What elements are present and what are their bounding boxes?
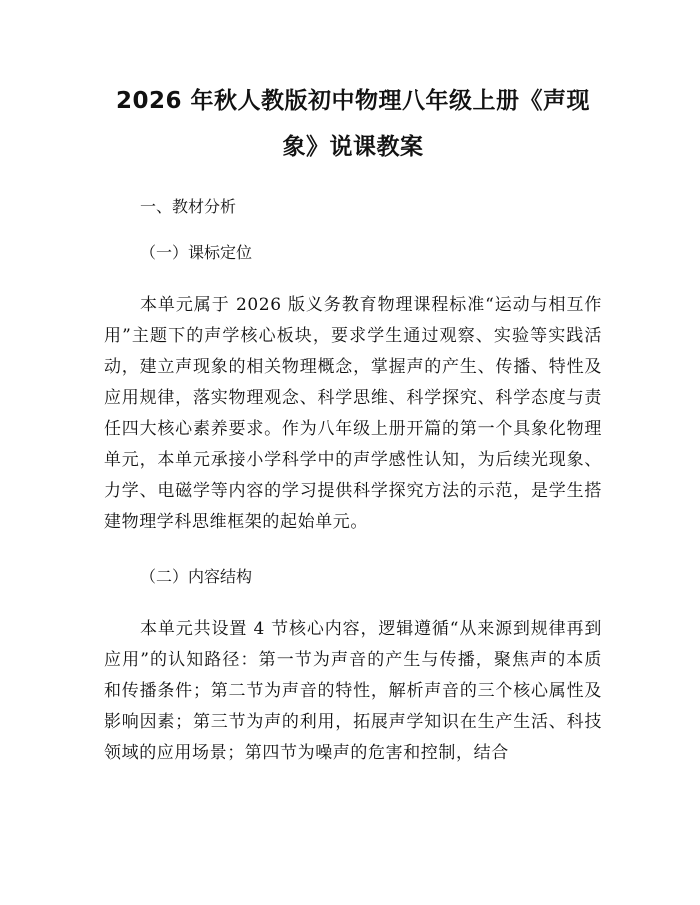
document-title [104, 78, 602, 170]
subsection-heading-content-structure: （二）内容结构 [140, 567, 253, 586]
section-heading-teaching-material-analysis: 一、教材分析 [140, 197, 237, 216]
paragraph-content-structure: 本单元共设置 4 节核心内容，逻辑遵循“从来源到规律再到应用”的认知路径：第一节为声音的产生与传播，聚焦声的本质和传播条件；第二节为声音的特性，解析声音的三个核心属性及影响因素；第三节为声的利用，拓展声学知识在生产生活、科技领域的应用场景；第四节为噪声的危害和控制，结合 [104, 619, 602, 763]
paragraph-curriculum-positioning: 本单元属于 2026 版义务教育物理课程标准“运动与相互作用”主题下的声学核心板块，要求学生通过观察、实验等实践活动，建立声现象的相关物理概念，掌握声的产生、传播、特性及应用规律，落实物理观念、科学思维、科学探究、科学态度与责任四大核心素养要求。作为八年级上册开篇的第一个具象化物理单元，本单元承接小学科学中的声学感性认知，为后续光现象、力学、电磁学等内容的学习提供科学探究方法的示范，是学生搭建物理学科思维框架的起始单元。 [104, 295, 602, 532]
subsection-heading-curriculum-positioning: （一）课标定位 [140, 243, 253, 262]
title-line-1: 2026 年秋人教版初中物理八年级上册《声现 [115, 88, 591, 114]
title-line-2: 象》说课教案 [282, 134, 424, 160]
